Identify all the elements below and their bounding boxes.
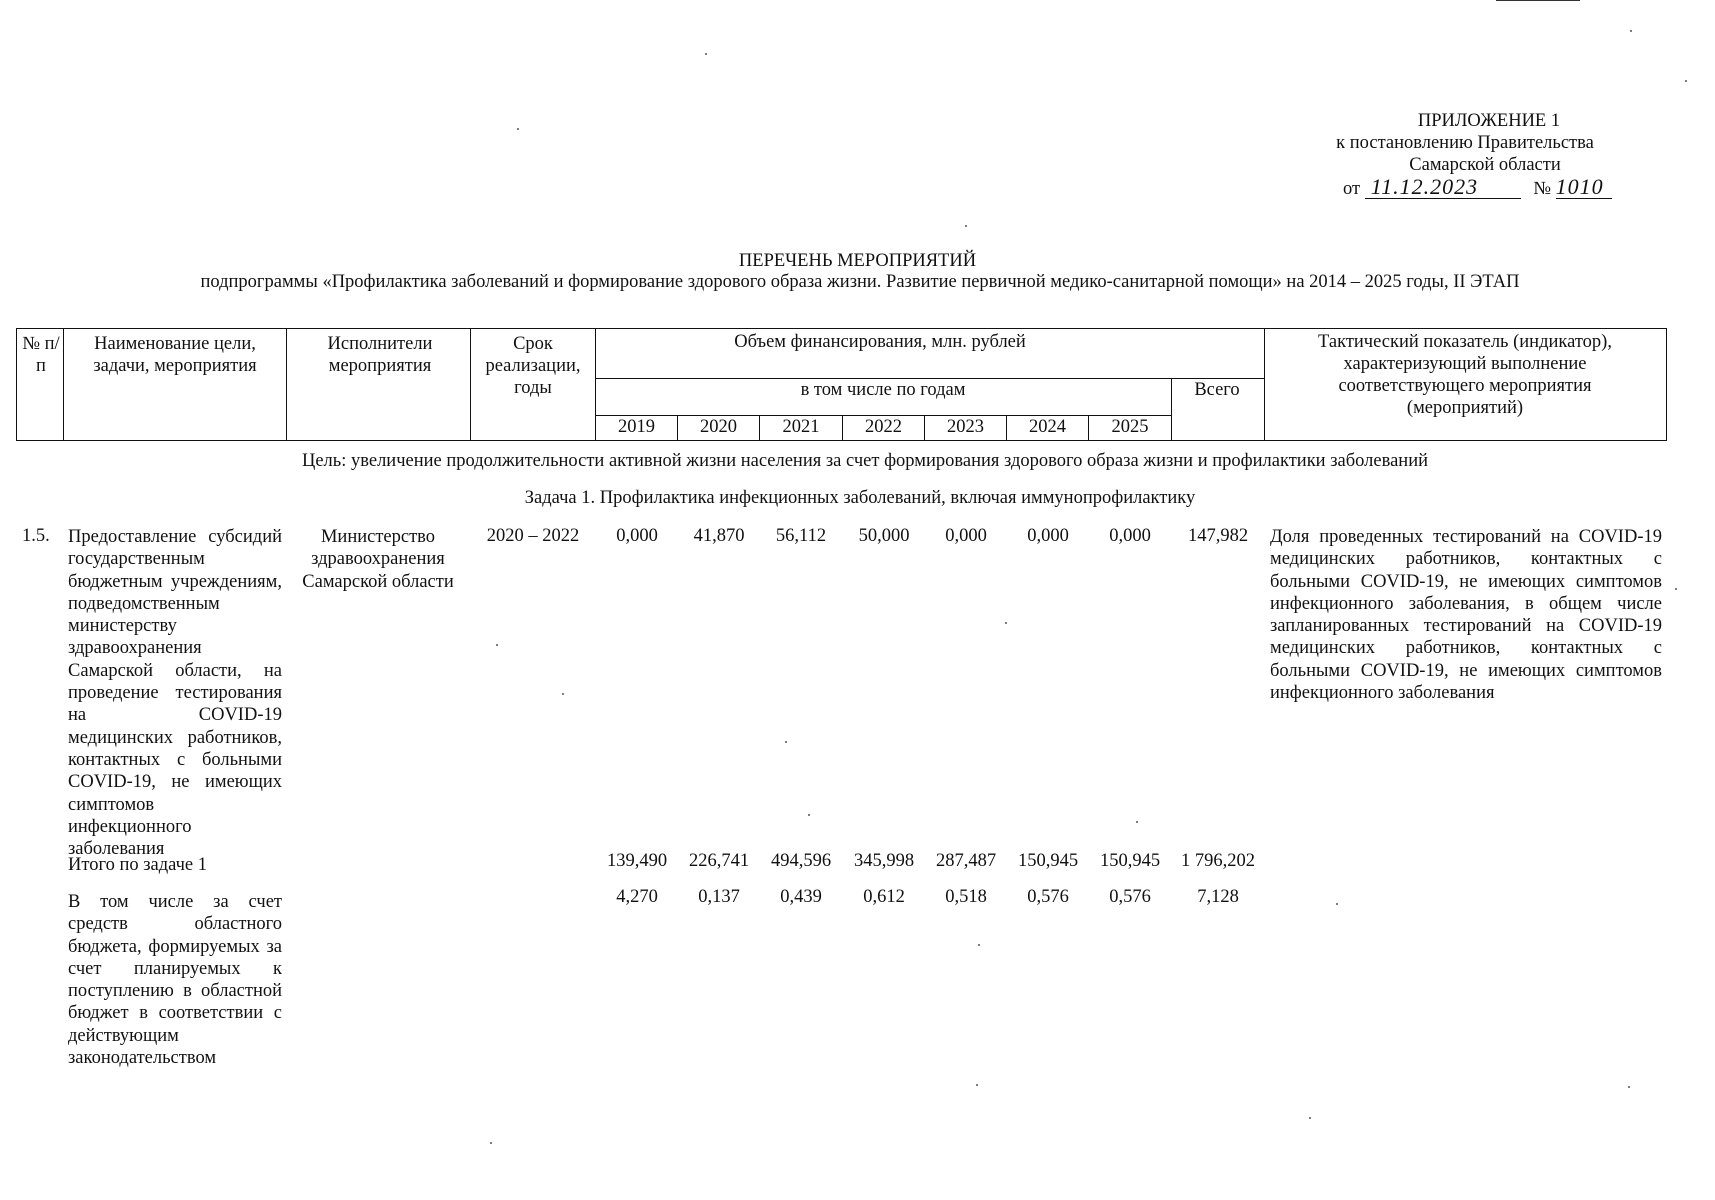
including-value-2024: 0,576 xyxy=(1027,887,1069,907)
appendix-number: 1010 xyxy=(1556,176,1612,199)
header-year-2025: 2025 xyxy=(1111,417,1149,437)
header-year-2020: 2020 xyxy=(700,417,737,437)
row-value-2020: 41,870 xyxy=(693,526,745,546)
row-num: 1.5. xyxy=(22,526,50,546)
header-year-2023: 2023 xyxy=(947,417,984,437)
appendix-date: 11.12.2023 xyxy=(1365,176,1521,199)
total-value-2021: 494,596 xyxy=(770,851,832,871)
including-value-2023: 0,518 xyxy=(945,887,987,907)
row-value-2023: 0,000 xyxy=(945,526,987,546)
total-value-2019: 139,490 xyxy=(606,851,668,871)
row-term: 2020 – 2022 xyxy=(486,526,580,546)
row-name: Предоставление субсидий государственным бюджетным учреждениям, подведомственным министерству здравоохранения Самарской области, на проведение тестирования на COVID-19 медицинских работников, контактных с больными COVID-19, не имеющих симптомов инфекционного заболевания xyxy=(68,527,282,860)
scan-speck xyxy=(1685,80,1687,82)
including-value-2025: 0,576 xyxy=(1109,887,1151,907)
row-executor: Министерство здравоохранения Самарской области xyxy=(302,527,454,592)
header-year-2024: 2024 xyxy=(1029,417,1066,437)
scan-speck xyxy=(1136,821,1138,823)
total-value-sum: 1 796,202 xyxy=(1181,851,1255,871)
row-indicator: Доля проведенных тестирований на COVID-19 медицинских работников, контактных с больными COVID-19, не имеющих симптомов инфекционного заболевания, в общем числе запланированных тестирований на COVID-19 медицинских работников, контактных с больными COVID-19, не имеющих симптомов инфекционного заболевания xyxy=(1270,527,1662,704)
including-value-2021: 0,439 xyxy=(780,887,822,907)
header-term: Срок реализации, годы xyxy=(485,334,581,398)
appendix-line3: Самарской области xyxy=(1409,155,1561,175)
document-subtitle: подпрограммы «Профилактика заболеваний и формирование здорового образа жизни. Развитие первичной медико-санитарной помощи» на 2014 – 2025 годы, II ЭТАП xyxy=(200,272,1520,292)
total-label: Итого по задаче 1 xyxy=(68,855,208,875)
scan-speck xyxy=(1628,1086,1630,1088)
appendix-date-line xyxy=(1300,176,1630,200)
header-indicator: Тактический показатель (индикатор), характеризующий выполнение соответствующего мероприятия (мероприятий) xyxy=(1318,332,1612,418)
from-label: от xyxy=(1343,179,1361,199)
col-divider xyxy=(63,328,64,441)
row-value-2024: 0,000 xyxy=(1027,526,1069,546)
header-funding: Объем финансирования, млн. рублей xyxy=(734,332,1026,352)
goal-line: Цель: увеличение продолжительности активной жизни населения за счет формирования здорового образа жизни и профилактики заболеваний xyxy=(301,451,1428,471)
row-value-2019: 0,000 xyxy=(616,526,658,546)
header-year-2022: 2022 xyxy=(865,417,902,437)
scan-speck xyxy=(1336,903,1338,905)
appendix-block xyxy=(1300,110,1630,200)
header-year-2019: 2019 xyxy=(618,417,655,437)
header-year-2021: 2021 xyxy=(782,417,820,437)
scan-speck xyxy=(1005,622,1007,624)
including-value-2019: 4,270 xyxy=(616,887,658,907)
scan-speck xyxy=(517,128,519,130)
including-value-2020: 0,137 xyxy=(698,887,740,907)
header-name: Наименование цели, задачи, мероприятия xyxy=(93,334,257,376)
scan-speck xyxy=(490,1142,492,1144)
header-by-years: в том числе по годам xyxy=(800,380,966,400)
including-label: В том числе за счет средств областного бюджета, формируемых за счет планируемых к поступлению в областной бюджет в соответствии с действующим законодательством xyxy=(68,892,282,1069)
row-value-2021: 56,112 xyxy=(775,526,827,546)
total-value-2024: 150,945 xyxy=(1017,851,1079,871)
scan-mark xyxy=(1496,0,1580,1)
scan-speck xyxy=(978,944,980,946)
scan-speck xyxy=(976,1084,978,1086)
scan-speck xyxy=(785,741,787,743)
col-divider xyxy=(1264,328,1265,441)
row-value-2025: 0,000 xyxy=(1109,526,1151,546)
scan-speck xyxy=(705,53,707,55)
scan-speck xyxy=(1675,588,1677,590)
appendix-title: ПРИЛОЖЕНИЕ 1 xyxy=(1417,111,1561,131)
appendix-line2: к постановлению Правительства xyxy=(1336,133,1594,153)
row-value-2022: 50,000 xyxy=(858,526,910,546)
total-value-2022: 345,998 xyxy=(853,851,915,871)
scan-speck xyxy=(1630,30,1632,32)
total-value-2023: 287,487 xyxy=(935,851,997,871)
scan-speck xyxy=(562,693,564,695)
header-num: № п/п xyxy=(22,334,60,376)
task-line: Задача 1. Профилактика инфекционных заболеваний, включая иммунопрофилактику xyxy=(524,488,1196,508)
col-divider xyxy=(286,328,287,441)
header-total: Всего xyxy=(1194,380,1240,400)
row-total: 147,982 xyxy=(1187,526,1249,546)
header-executors: Исполнители мероприятия xyxy=(327,334,433,376)
including-value-sum: 7,128 xyxy=(1197,887,1239,907)
including-value-2022: 0,612 xyxy=(863,887,905,907)
scan-speck xyxy=(1309,1117,1311,1119)
scan-speck xyxy=(965,225,967,227)
no-label: № xyxy=(1533,179,1551,199)
total-value-2025: 150,945 xyxy=(1099,851,1161,871)
scan-speck xyxy=(808,814,810,816)
document-title: ПЕРЕЧЕНЬ МЕРОПРИЯТИЙ xyxy=(738,251,977,271)
total-value-2020: 226,741 xyxy=(688,851,750,871)
scan-speck xyxy=(496,644,498,646)
col-divider xyxy=(470,328,471,441)
